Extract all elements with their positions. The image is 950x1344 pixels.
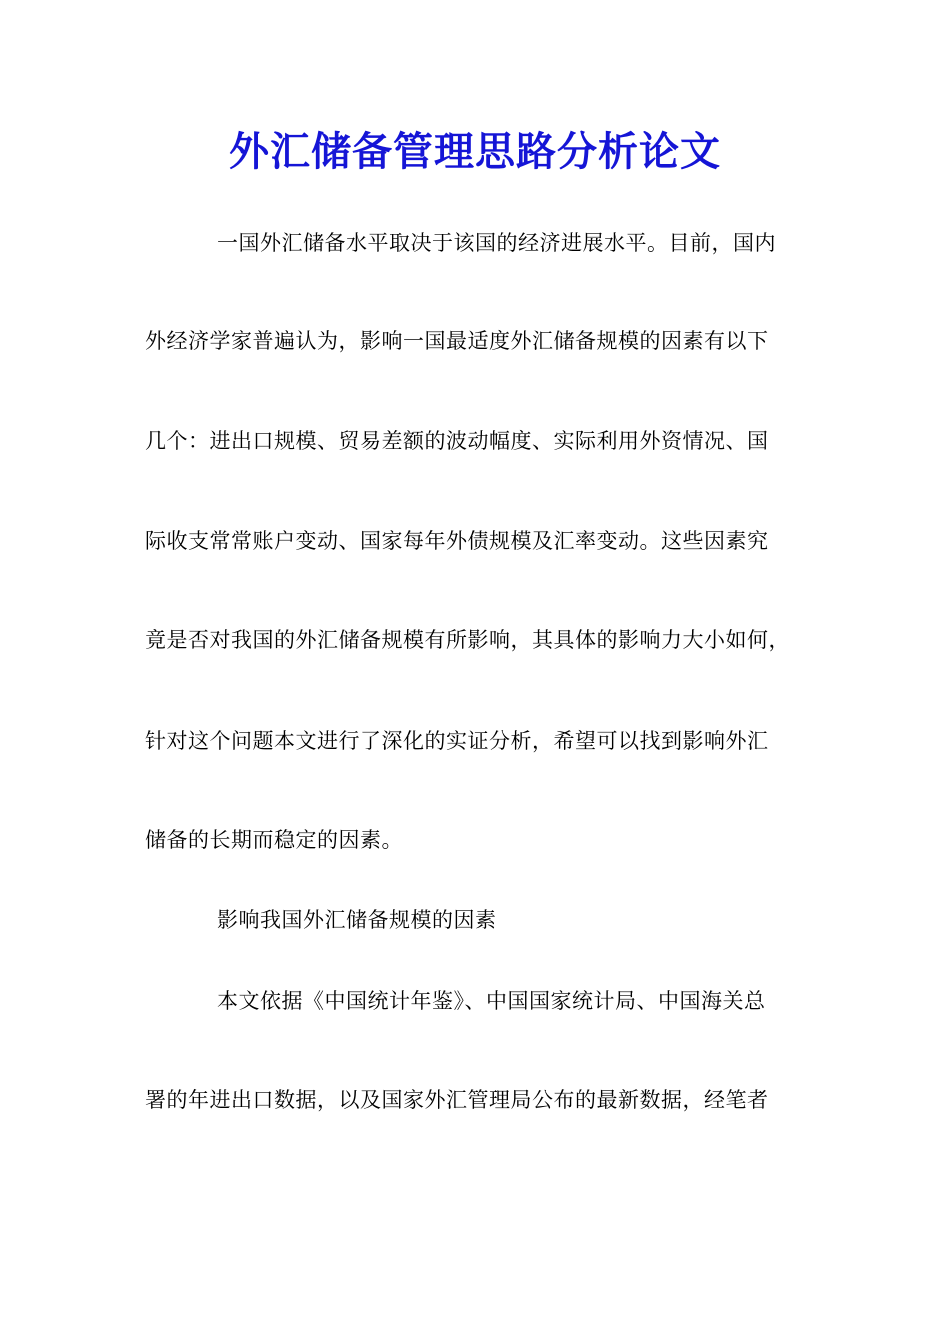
document-title: 外汇储备管理思路分析论文 <box>229 128 721 175</box>
paragraph-line: 署的年进出口数据，以及国家外汇管理局公布的最新数据，经笔者 <box>145 1088 769 1112</box>
paragraph-line: 储备的长期而稳定的因素。 <box>145 828 403 852</box>
paragraph-line: 竟是否对我国的外汇储备规模有所影响，其具体的影响力大小如何， <box>145 628 790 652</box>
paragraph-line: 针对这个问题本文进行了深化的实证分析，希望可以找到影响外汇 <box>145 729 769 753</box>
paragraph-line: 外经济学家普遍认为，影响一国最适度外汇储备规模的因素有以下 <box>145 329 769 353</box>
paragraph-line: 际收支常常账户变动、国家每年外债规模及汇率变动。这些因素究 <box>145 529 769 553</box>
section-heading: 影响我国外汇储备规模的因素 <box>217 908 497 932</box>
paragraph-line: 一国外汇储备水平取决于该国的经济进展水平。目前，国内 <box>217 231 776 255</box>
paragraph-line: 本文依据《中国统计年鉴》、中国国家统计局、中国海关总 <box>217 989 766 1013</box>
paragraph-line: 几个：进出口规模、贸易差额的波动幅度、实际利用外资情况、国 <box>145 429 769 453</box>
